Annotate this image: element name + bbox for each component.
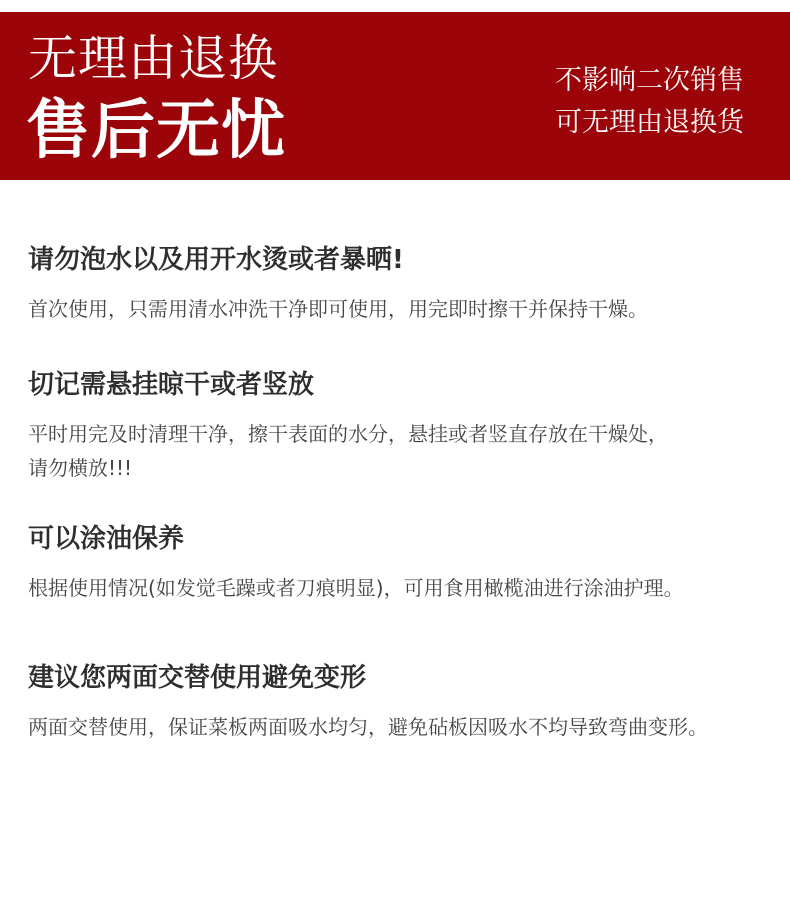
header-banner: [0, 12, 790, 180]
banner-title-return-policy: 无理由退换: [28, 30, 279, 87]
section-oil-maintenance: [28, 524, 778, 605]
section-hang-dry: [28, 370, 778, 485]
section-body: [28, 417, 778, 485]
section-title: 切记需悬挂晾干或者竖放: [28, 370, 315, 400]
section-body: [28, 710, 778, 744]
section-alternate-sides: [28, 663, 778, 744]
banner-side-line-1: 不影响二次销售: [555, 65, 744, 96]
banner-side-text: [555, 60, 744, 144]
section-title: 请勿泡水以及用开水烫或者暴晒!: [28, 245, 404, 275]
section-title: 建议您两面交替使用避免变形: [28, 663, 367, 693]
banner-title-after-sales: 售后无忧: [26, 94, 286, 168]
section-body-line: 请勿横放!!!: [28, 456, 133, 481]
section-body-line: 两面交替使用，保证菜板两面吸水均匀，避免砧板因吸水不均导致弯曲变形。: [28, 715, 708, 740]
section-no-soaking: [28, 245, 778, 326]
section-body-line: 平时用完及时清理干净，擦干表面的水分，悬挂或者竖直存放在干燥处，: [28, 422, 668, 447]
section-body-line: 根据使用情况(如发觉毛躁或者刀痕明显)，可用食用橄榄油进行涂油护理。: [28, 576, 684, 601]
section-body: [28, 292, 778, 326]
section-title: 可以涂油保养: [28, 524, 185, 554]
section-body-line: 首次使用，只需用清水冲洗干净即可使用，用完即时擦干并保持干燥。: [28, 297, 648, 322]
banner-side-line-2: 可无理由退换货: [555, 107, 744, 138]
section-body: [28, 571, 778, 605]
